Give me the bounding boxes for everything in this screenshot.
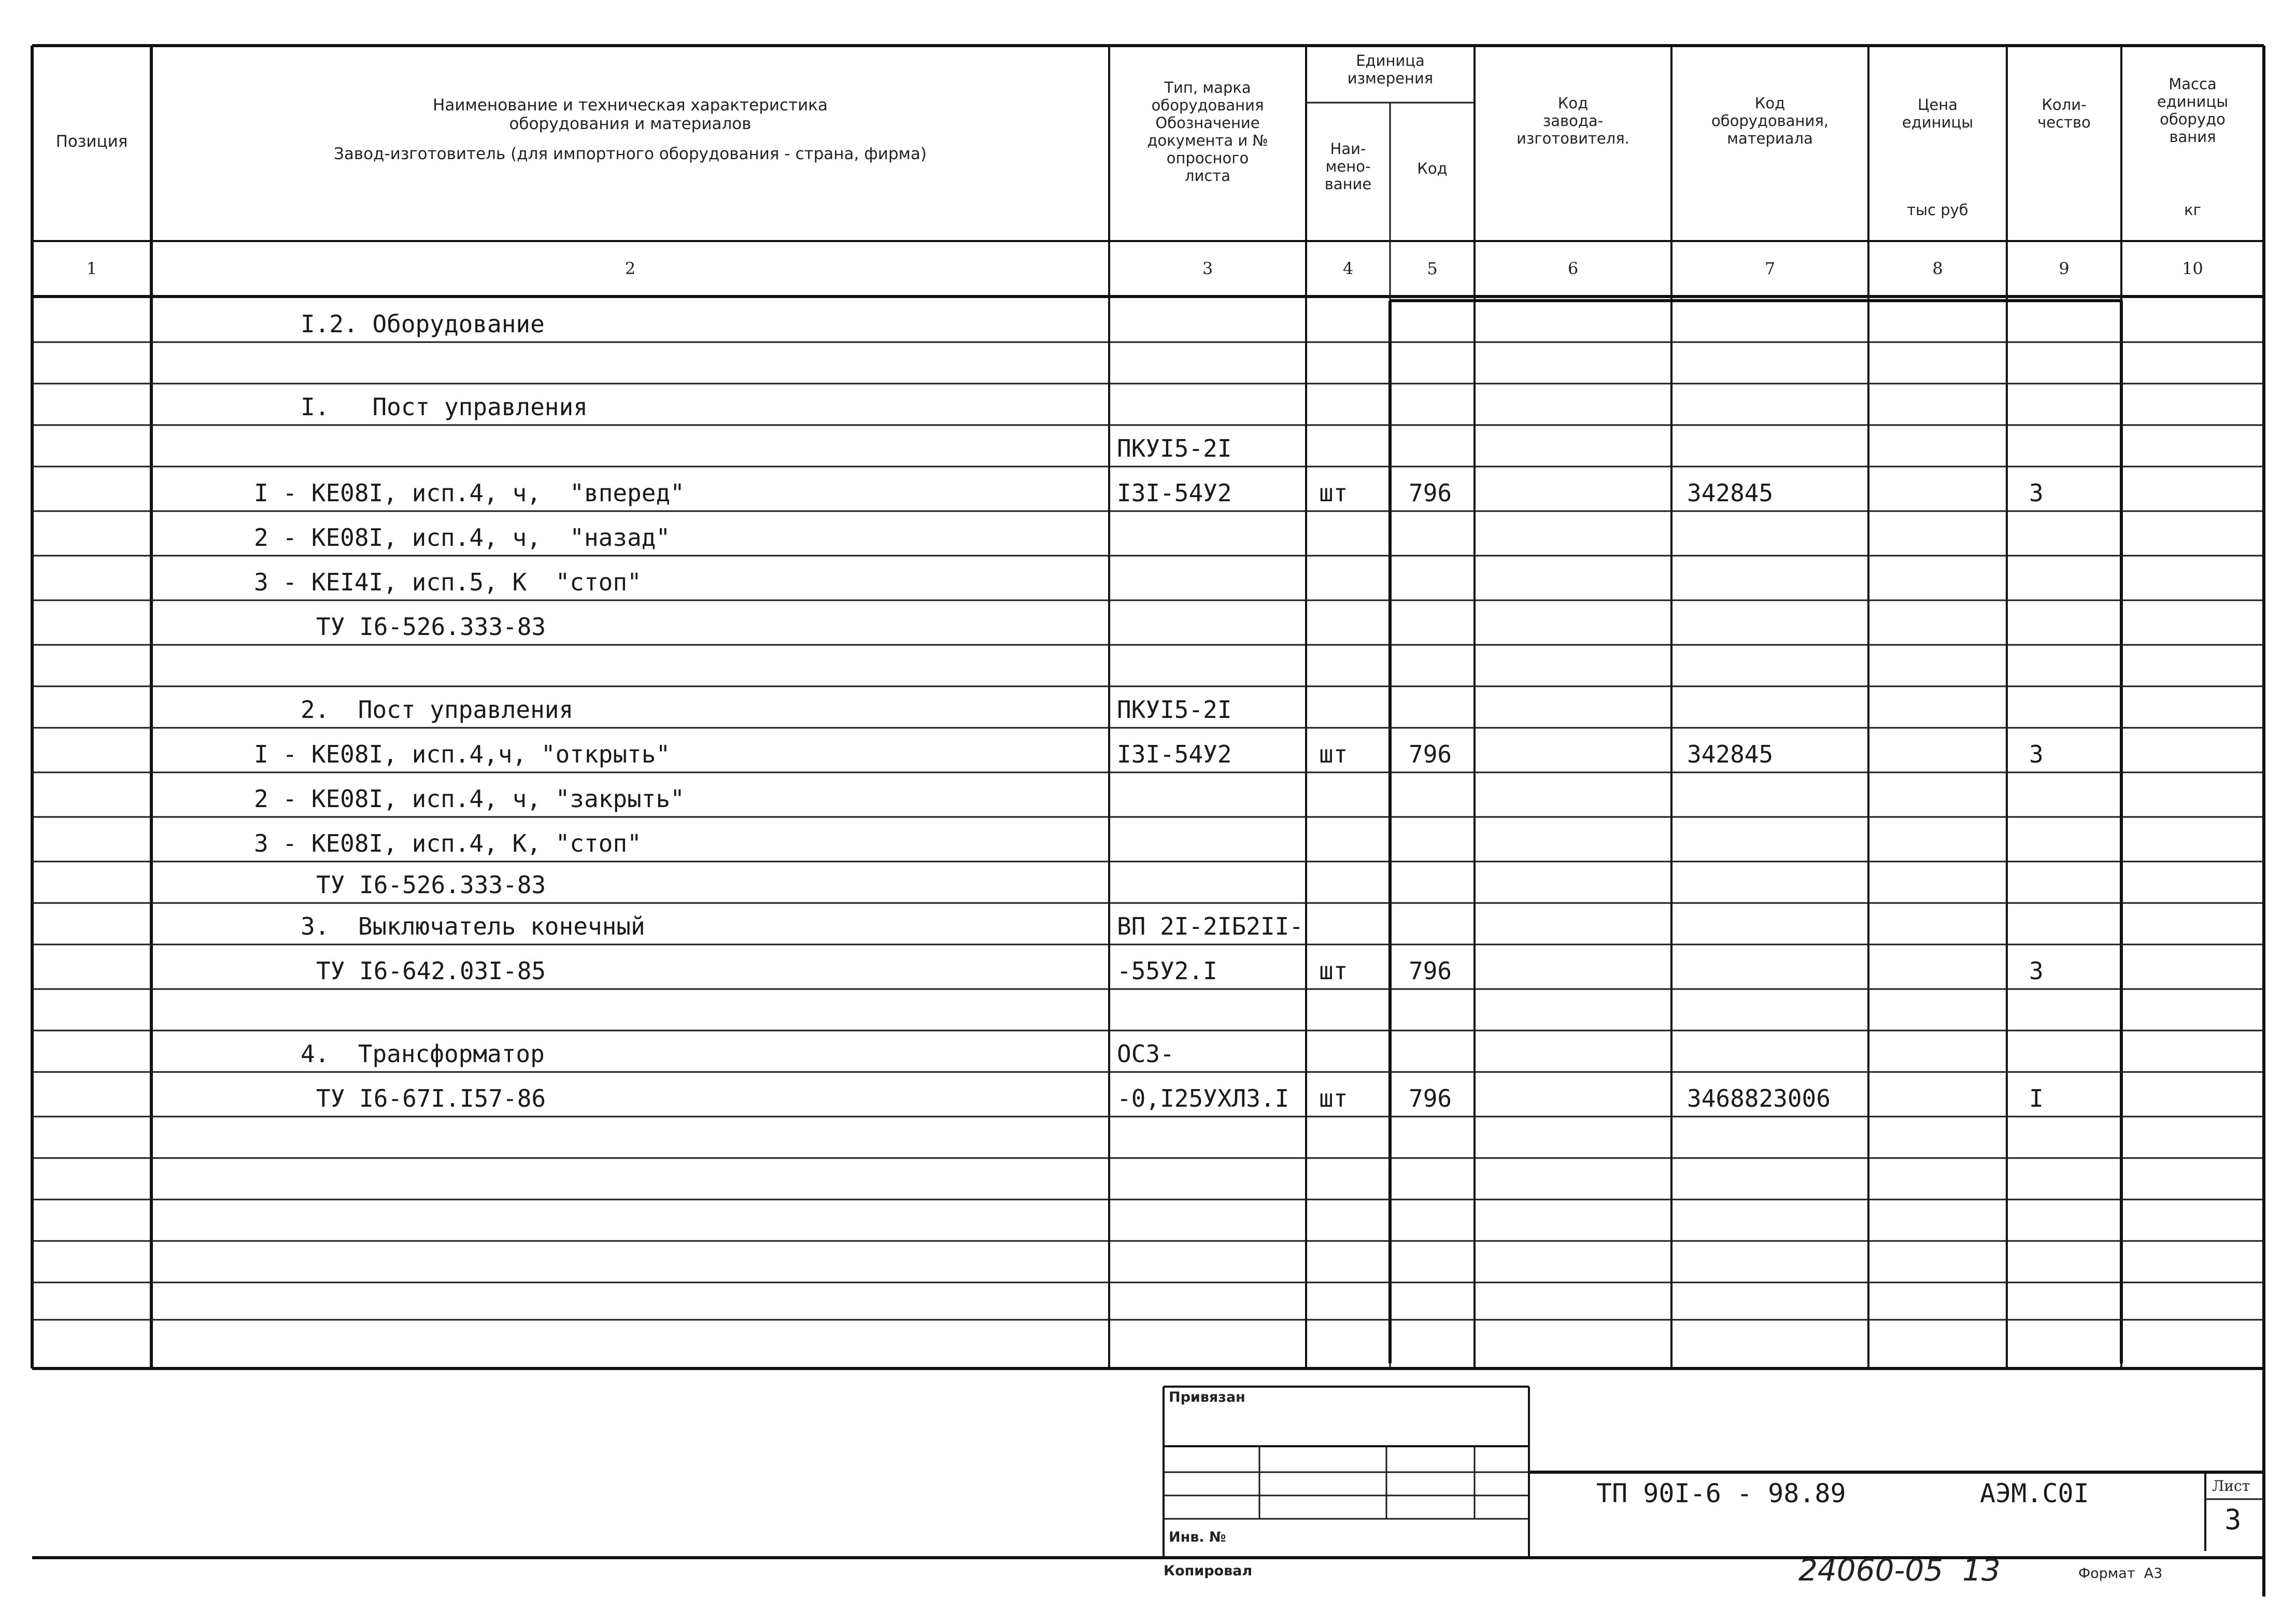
table-row bbox=[0, 903, 2296, 944]
cell-name: 2 - КЕ08I, исп.4, ч, "назад" bbox=[254, 524, 671, 552]
header-price-line: Цена bbox=[1917, 96, 1958, 114]
header-unit-name-line: вание bbox=[1324, 175, 1372, 193]
column-number: 1 bbox=[86, 259, 97, 278]
header-price-line: единицы bbox=[1902, 114, 1974, 131]
table-row bbox=[0, 1241, 2296, 1282]
header-manufacturer-line: завода- bbox=[1542, 112, 1604, 130]
table-row bbox=[0, 384, 2296, 425]
table-row bbox=[0, 1117, 2296, 1158]
header-manufacturer-line: Код bbox=[1557, 94, 1589, 112]
archive-number: 24060-05 13 bbox=[1798, 1553, 2001, 1588]
header-type-line: оборудования bbox=[1151, 96, 1264, 114]
cell-name: ТУ I6-526.333-83 bbox=[316, 613, 546, 641]
cell-name: I - КЕ08I, исп.4,ч, "открыть" bbox=[254, 740, 671, 768]
table-row bbox=[0, 728, 2296, 772]
header-name-line: Наименование и техническая характеристика bbox=[433, 96, 828, 115]
column-number: 5 bbox=[1427, 259, 1438, 278]
format-label: Формат А3 bbox=[2078, 1565, 2163, 1582]
header-unit-code: Код bbox=[1417, 160, 1448, 177]
header-name bbox=[151, 96, 1109, 163]
column-number: 8 bbox=[1932, 259, 1943, 278]
document-code: ТП 90I-6 - 98.89 bbox=[1596, 1478, 1846, 1508]
header-name-line: оборудования и материалов bbox=[509, 115, 752, 133]
table-row bbox=[0, 772, 2296, 817]
header-equipment-line: Код bbox=[1754, 94, 1785, 112]
cell-qty: I bbox=[2029, 1084, 2044, 1112]
cell-name: I. Пост управления bbox=[301, 393, 588, 421]
header-type-line: Обозначение bbox=[1155, 114, 1260, 132]
table-row bbox=[0, 1031, 2296, 1072]
header-unit-line: измерения bbox=[1347, 69, 1434, 87]
section-code: АЭМ.С0I bbox=[1980, 1478, 2089, 1508]
column-number: 6 bbox=[1567, 259, 1579, 278]
header-unit-name-line: мено- bbox=[1325, 158, 1371, 175]
header-mass-line: вания bbox=[2169, 128, 2216, 146]
header-equipment-line: оборудования, bbox=[1711, 112, 1829, 130]
header-equipment-line: материала bbox=[1727, 130, 1813, 147]
column-number: 3 bbox=[1202, 259, 1213, 278]
cell-name: 3 - КЕI4I, исп.5, К "стоп" bbox=[254, 568, 642, 596]
copied-label: Копировал bbox=[1164, 1563, 1253, 1579]
header-mass-line: Масса bbox=[2169, 75, 2217, 93]
cell-unit: шт bbox=[1319, 1084, 1348, 1112]
table-row bbox=[0, 1282, 2296, 1320]
table-row bbox=[0, 342, 2296, 384]
cell-code: 796 bbox=[1409, 1084, 1452, 1112]
header-type bbox=[1109, 79, 1306, 185]
table-row bbox=[0, 556, 2296, 600]
inventory-label: Инв. № bbox=[1169, 1529, 1226, 1545]
table-row bbox=[0, 467, 2296, 511]
cell-type: ПКУI5-2I bbox=[1117, 434, 1232, 462]
header-type-line: листа bbox=[1185, 167, 1230, 185]
cell-name: 3 - КЕ08I, исп.4, К, "стоп" bbox=[254, 829, 642, 857]
table-row bbox=[0, 686, 2296, 728]
cell-type: ОСЗ- bbox=[1117, 1040, 1174, 1068]
cell-name: 4. Трансформатор bbox=[301, 1040, 545, 1068]
table-row bbox=[0, 989, 2296, 1031]
header-unit-name bbox=[1306, 140, 1390, 193]
header-type-line: документа и № bbox=[1147, 132, 1268, 149]
table-row bbox=[0, 862, 2296, 903]
header-manufacturer-code bbox=[1475, 94, 1671, 147]
cell-equip-code: 3468823006 bbox=[1687, 1084, 1831, 1112]
cell-name: ТУ I6-67I.I57-86 bbox=[316, 1084, 546, 1112]
header-mass bbox=[2121, 75, 2264, 146]
header-unit bbox=[1306, 52, 1475, 87]
table-row bbox=[0, 645, 2296, 686]
column-number: 4 bbox=[1342, 259, 1354, 278]
cell-qty: 3 bbox=[2029, 479, 2044, 507]
header-quantity-line: чество bbox=[2037, 114, 2091, 131]
header-equipment-code bbox=[1671, 94, 1868, 147]
cell-type: I3I-54У2 bbox=[1117, 479, 1232, 507]
cell-name: 3. Выключатель конечный bbox=[301, 912, 645, 940]
header-price-unit: тыс руб bbox=[1907, 201, 1968, 219]
header-quantity bbox=[2007, 96, 2121, 131]
cell-name: ТУ I6-642.03I-85 bbox=[316, 957, 546, 985]
header-position: Позиция bbox=[55, 132, 128, 151]
cell-name: I.2. Оборудование bbox=[301, 310, 545, 338]
cell-equip-code: 342845 bbox=[1687, 479, 1774, 507]
header-type-line: Тип, марка bbox=[1164, 79, 1251, 96]
column-number: 7 bbox=[1764, 259, 1776, 278]
cell-code: 796 bbox=[1409, 957, 1452, 985]
header-name-line: Завод-изготовитель (для импортного оборудования - страна, фирма) bbox=[333, 145, 927, 163]
cell-code: 796 bbox=[1409, 479, 1452, 507]
column-number: 10 bbox=[2182, 259, 2203, 278]
cell-unit: шт bbox=[1319, 740, 1348, 768]
column-number: 9 bbox=[2059, 259, 2070, 278]
cell-type: I3I-54У2 bbox=[1117, 740, 1232, 768]
header-mass-line: единицы bbox=[2157, 93, 2229, 110]
cell-unit: шт bbox=[1319, 957, 1348, 985]
cell-name: ТУ I6-526.333-83 bbox=[316, 871, 546, 899]
attached-label: Привязан bbox=[1169, 1389, 1245, 1405]
header-quantity-line: Коли- bbox=[2042, 96, 2087, 114]
table-row bbox=[0, 1158, 2296, 1199]
cell-unit: шт bbox=[1319, 479, 1348, 507]
cell-qty: 3 bbox=[2029, 957, 2044, 985]
cell-type: -55У2.I bbox=[1117, 957, 1217, 985]
table-row bbox=[0, 511, 2296, 556]
sheet-label: Лист bbox=[2212, 1477, 2250, 1494]
table-row bbox=[0, 944, 2296, 989]
column-number: 2 bbox=[625, 259, 636, 278]
table-row bbox=[0, 1072, 2296, 1117]
header-type-line: опросного bbox=[1166, 149, 1249, 167]
cell-type: ВП 2I-2IБ2II- bbox=[1117, 912, 1304, 940]
header-manufacturer-line: изготовителя. bbox=[1517, 130, 1629, 147]
cell-type: ПКУI5-2I bbox=[1117, 696, 1232, 724]
cell-equip-code: 342845 bbox=[1687, 740, 1774, 768]
header-mass-unit: кг bbox=[2184, 201, 2201, 219]
header-price bbox=[1868, 96, 2007, 131]
cell-name: I - КЕ08I, исп.4, ч, "вперед" bbox=[254, 479, 685, 507]
cell-type: -0,I25УХЛЗ.I bbox=[1117, 1084, 1289, 1112]
table-row bbox=[0, 817, 2296, 862]
header-mass-line: оборудо bbox=[2160, 110, 2226, 128]
table-row bbox=[0, 425, 2296, 467]
cell-name: 2. Пост управления bbox=[301, 696, 574, 724]
cell-name: 2 - КЕ08I, исп.4, ч, "закрыть" bbox=[254, 785, 685, 813]
table-row bbox=[0, 1199, 2296, 1241]
cell-qty: 3 bbox=[2029, 740, 2044, 768]
cell-code: 796 bbox=[1409, 740, 1452, 768]
table-row bbox=[0, 600, 2296, 645]
sheet-number: 3 bbox=[2224, 1503, 2242, 1536]
header-unit-name-line: Наи- bbox=[1330, 140, 1366, 158]
table-row bbox=[0, 301, 2296, 342]
header-unit-line: Единица bbox=[1356, 52, 1425, 69]
